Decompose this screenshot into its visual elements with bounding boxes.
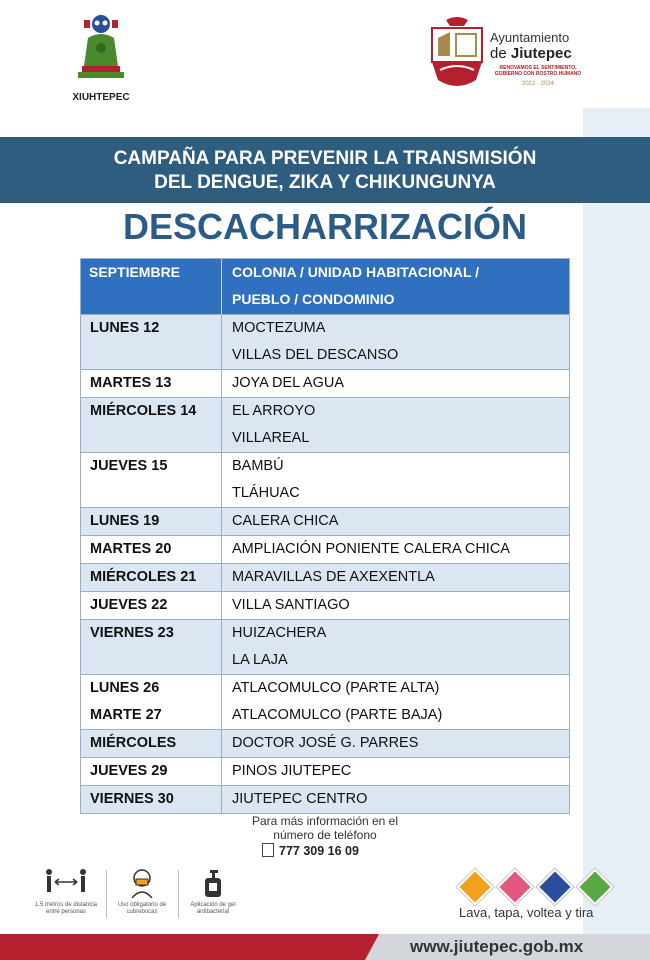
measure-distance bbox=[28, 868, 104, 916]
location-cell bbox=[222, 786, 569, 813]
table-row bbox=[81, 591, 569, 619]
table-row bbox=[81, 674, 569, 729]
table-row bbox=[81, 563, 569, 591]
campaign-slogan: Lava, tapa, voltea y tira bbox=[459, 905, 594, 920]
measure-gel-line-2: antibacterial bbox=[196, 909, 230, 915]
location-label: HUIZACHERA bbox=[232, 625, 327, 641]
day-cell bbox=[81, 786, 222, 813]
location-cell bbox=[222, 398, 569, 452]
day-label bbox=[90, 647, 221, 674]
location-label: JOYA DEL AGUA bbox=[232, 375, 345, 391]
location-label: MARAVILLAS DE AXEXENTLA bbox=[232, 569, 435, 585]
header-locations-line-2: PUEBLO / CONDOMINIO bbox=[232, 291, 395, 307]
table-row bbox=[81, 785, 569, 813]
day-label: MARTES 20 bbox=[90, 541, 172, 557]
website-link[interactable]: www.jiutepec.gob.mx bbox=[410, 937, 584, 956]
measure-gel-line-1: Aplicación de gel bbox=[190, 902, 236, 908]
day-cell bbox=[81, 370, 222, 397]
day-label bbox=[90, 425, 221, 452]
header-locations bbox=[222, 254, 569, 314]
header-locations-line-1: COLONIA / UNIDAD HABITACIONAL / bbox=[232, 264, 480, 280]
day-cell bbox=[81, 730, 222, 757]
jiutepec-coat-of-arms-icon bbox=[428, 16, 486, 92]
location-label: LA LAJA bbox=[232, 652, 288, 668]
measure-gel bbox=[180, 868, 246, 916]
location-cell bbox=[222, 730, 569, 757]
table-row bbox=[81, 397, 569, 452]
location-cell bbox=[222, 675, 569, 729]
hand-sanitizer-icon bbox=[201, 868, 225, 898]
day-label: MARTES 13 bbox=[90, 375, 172, 391]
xiuhtepec-logo bbox=[62, 12, 140, 103]
day-cell bbox=[81, 758, 222, 785]
jiutepec-name: Jiutepec bbox=[510, 45, 572, 62]
jiutepec-prefix: de bbox=[490, 45, 511, 62]
measure-distance-line-2: entre personas bbox=[45, 909, 87, 915]
location-label: MOCTEZUMA bbox=[232, 320, 326, 336]
day-label: MIÉRCOLES 14 bbox=[90, 403, 197, 419]
table-body bbox=[81, 314, 569, 813]
day-label: JUEVES 15 bbox=[90, 458, 168, 474]
location-label: PINOS JIUTEPEC bbox=[232, 763, 352, 779]
jiutepec-label bbox=[490, 45, 572, 62]
day-label: LUNES 19 bbox=[90, 513, 160, 529]
location-cell bbox=[222, 315, 569, 369]
face-mask-icon bbox=[127, 868, 157, 898]
location-label: EL ARROYO bbox=[232, 403, 316, 419]
day-label: LUNES 26 bbox=[90, 680, 160, 696]
location-cell bbox=[222, 508, 569, 535]
measure-divider bbox=[178, 870, 179, 918]
location-cell bbox=[222, 536, 569, 563]
day-cell bbox=[81, 453, 222, 507]
day-cell bbox=[81, 675, 222, 729]
ayuntamiento-logo bbox=[428, 12, 588, 96]
phone-value: 777 309 16 09 bbox=[279, 844, 359, 858]
table-row bbox=[81, 452, 569, 507]
location-cell bbox=[222, 592, 569, 619]
day-label: LUNES 12 bbox=[90, 320, 160, 336]
location-cell bbox=[222, 370, 569, 397]
day-cell bbox=[81, 620, 222, 674]
day-label: VIERNES 23 bbox=[90, 625, 174, 641]
location-label: TLÁHUAC bbox=[232, 485, 300, 501]
info-text bbox=[230, 814, 420, 842]
measure-mask-line-1: Uso obligatorio de bbox=[117, 902, 167, 908]
schedule-table bbox=[80, 258, 570, 814]
measure-distance-line-1: 1.5 metros de distancia bbox=[34, 902, 98, 908]
day-cell bbox=[81, 398, 222, 452]
phone-number bbox=[262, 843, 359, 858]
location-label: AMPLIACIÓN PONIENTE CALERA CHICA bbox=[232, 541, 510, 557]
location-cell bbox=[222, 758, 569, 785]
logo-slogan bbox=[490, 65, 586, 77]
table-header bbox=[81, 259, 569, 314]
day-cell bbox=[81, 564, 222, 591]
banner-line-2: DEL DENGUE, ZIKA Y CHIKUNGUNYA bbox=[154, 172, 496, 193]
table-row bbox=[81, 729, 569, 757]
info-line-1: Para más información en el bbox=[251, 814, 399, 828]
table-row bbox=[81, 369, 569, 397]
banner-line-1: CAMPAÑA PARA PREVENIR LA TRANSMISIÓN bbox=[113, 148, 537, 169]
info-line-2: número de teléfono bbox=[273, 828, 377, 842]
slogan-line-1: RENOVAMOS EL SENTIMIENTO, bbox=[499, 65, 577, 71]
page-title: DESCACHARRIZACIÓN bbox=[123, 206, 527, 247]
location-cell bbox=[222, 564, 569, 591]
day-label bbox=[90, 480, 221, 507]
table-row bbox=[81, 314, 569, 369]
logo-years: 2022 · 2024 bbox=[521, 81, 555, 87]
xiuhtepec-caption: XIUHTEPEC bbox=[72, 92, 130, 103]
table-row bbox=[81, 619, 569, 674]
day-cell bbox=[81, 508, 222, 535]
location-label: VILLAREAL bbox=[232, 430, 310, 446]
location-label: VILLA SANTIAGO bbox=[232, 597, 350, 613]
discard-icon bbox=[577, 869, 614, 906]
location-cell bbox=[222, 620, 569, 674]
table-row bbox=[81, 507, 569, 535]
location-label: JIUTEPEC CENTRO bbox=[232, 791, 368, 807]
wash-icon bbox=[457, 869, 494, 906]
location-label: CALERA CHICA bbox=[232, 513, 339, 529]
day-cell bbox=[81, 315, 222, 369]
slogan-line-2: GOBIERNO CON ROSTRO HUMANO bbox=[494, 71, 582, 77]
measure-mask-line-2: cubrebocas bbox=[126, 909, 158, 915]
location-label: BAMBÚ bbox=[232, 458, 284, 474]
day-label bbox=[90, 342, 221, 369]
campaign-icons bbox=[459, 870, 619, 906]
header-month: SEPTIEMBRE bbox=[81, 259, 222, 314]
day-cell bbox=[81, 592, 222, 619]
day-label: MIÉRCOLES bbox=[90, 735, 177, 751]
day-label: JUEVES 22 bbox=[90, 597, 168, 613]
measure-divider bbox=[106, 870, 107, 918]
flip-icon bbox=[537, 869, 574, 906]
phone-icon bbox=[262, 843, 274, 857]
table-row bbox=[81, 535, 569, 563]
location-label: DOCTOR JOSÉ G. PARRES bbox=[232, 735, 419, 751]
location-label: ATLACOMULCO (PARTE BAJA) bbox=[232, 707, 443, 723]
day-label: MIÉRCOLES 21 bbox=[90, 569, 197, 585]
location-label: VILLAS DEL DESCANSO bbox=[232, 347, 399, 363]
cover-icon bbox=[497, 869, 534, 906]
social-distance-icon bbox=[43, 868, 89, 898]
day-label: JUEVES 29 bbox=[90, 763, 168, 779]
day-label: VIERNES 30 bbox=[90, 791, 174, 807]
table-row bbox=[81, 757, 569, 785]
measure-mask bbox=[108, 868, 176, 916]
ayuntamiento-label: Ayuntamiento bbox=[490, 30, 570, 45]
day-label: MARTE 27 bbox=[90, 707, 162, 723]
location-label: ATLACOMULCO (PARTE ALTA) bbox=[232, 680, 440, 696]
day-cell bbox=[81, 536, 222, 563]
location-cell bbox=[222, 453, 569, 507]
xiuhtepec-emblem-icon bbox=[70, 12, 132, 82]
campaign-banner bbox=[0, 137, 650, 203]
